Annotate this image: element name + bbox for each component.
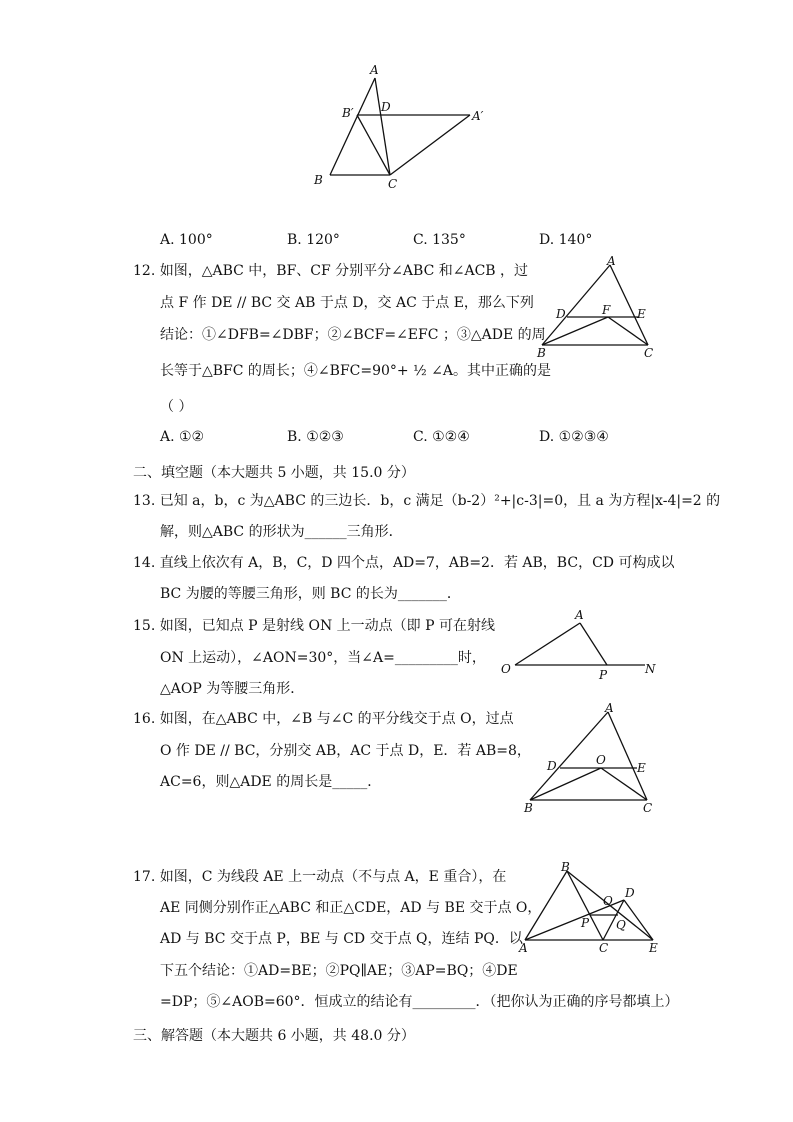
q13-line-2: 解，则△ABC 的形状为______三角形． (160, 524, 403, 540)
q15-line-1: 15. 如图，已知点 P 是射线 ON 上一动点（即 P 可在射线 (133, 618, 495, 634)
q14-line-1: 14. 直线上依次有 A，B，C，D 四个点，AD=7，AB=2．若 AB，BC，CD 可构成以 (133, 555, 675, 571)
q15-line-3: △AOP 为等腰三角形． (160, 681, 305, 697)
q12-line-2: 点 F 作 DE // BC 交 AB 于点 D，交 AC 于点 E，那么下列 (160, 295, 534, 311)
figure-q15 (495, 605, 665, 680)
q11-choice-c: C. 135° (413, 232, 466, 248)
q11-choice-d: D. 140° (539, 232, 593, 248)
q17-label-O: O (603, 894, 613, 908)
figure-q11 (300, 60, 500, 195)
q17-label-P: P (581, 916, 590, 930)
label-C: C (388, 177, 398, 191)
q12-line-4: 长等于△BFC 的周长；④∠BFC=90°+ ½ ∠A。其中正确的是 (160, 363, 551, 379)
figure-q16 (515, 700, 665, 820)
q16-line-1: 16. 如图，在△ABC 中，∠B 与∠C 的平分线交于点 O，过点 (133, 711, 514, 727)
q12-line-5: （ ） (160, 399, 193, 415)
q11-choice-a: A. 100° (160, 232, 213, 248)
q17-label-A: A (519, 941, 528, 955)
q16-line-3: AC=6，则△ADE 的周长是_____． (160, 774, 382, 790)
label-B: B (314, 173, 323, 187)
q16-line-2: O 作 DE // BC，分别交 AB，AC 于点 D，E．若 AB=8， (160, 743, 531, 759)
q17-line-3: AD 与 BC 交于点 P，BE 与 CD 交于点 Q，连结 PQ．以 (160, 931, 523, 947)
q17-label-B: B (561, 860, 570, 874)
q17-line-4: 下五个结论：①AD=BE；②PQ∥AE；③AP=BQ；④DE (160, 963, 518, 979)
figure-q17 (515, 855, 665, 955)
label-A: A (370, 63, 379, 77)
q12-label-D: D (556, 307, 566, 321)
q12-label-C: C (644, 346, 654, 360)
q14-line-2: BC 为腰的等腰三角形，则 BC 的长为_______． (160, 586, 461, 602)
q15-label-A: A (575, 608, 584, 622)
q12-choice-b: B. ①②③ (287, 429, 344, 445)
q17-line-2: AE 同侧分别作正△ABC 和正△CDE，AD 与 BE 交于点 O， (160, 900, 542, 916)
q15-label-N: N (645, 662, 656, 676)
q12-label-B: B (537, 346, 546, 360)
q16-label-C: C (643, 801, 653, 815)
q17-line-5: =DP；⑤∠AOB=60°．恒成立的结论有_________．（把你认为正确的序号都填上） (160, 994, 679, 1010)
q17-label-E: E (649, 941, 658, 955)
figure-q12 (530, 255, 660, 365)
q12-choice-c: C. ①②④ (413, 429, 470, 445)
q12-choice-d: D. ①②③④ (539, 429, 609, 445)
q12-label-F: F (602, 303, 611, 317)
q17-label-D: D (625, 886, 635, 900)
label-D: D (381, 100, 391, 114)
q12-label-E: E (637, 307, 646, 321)
q16-label-O: O (596, 753, 606, 767)
q17-label-Q: Q (616, 918, 626, 932)
q12-label-A: A (607, 255, 616, 268)
q16-label-E: E (637, 761, 646, 775)
q12-line-1: 12. 如图，△ABC 中，BF、CF 分别平分∠ABC 和∠ACB ，过 (133, 263, 529, 279)
q16-label-D: D (547, 759, 557, 773)
label-Aprime: A′ (472, 109, 484, 123)
q12-line-3: 结论：①∠DFB=∠DBF；②∠BCF=∠EFC ；③△ADE 的周 (160, 327, 546, 343)
q17-line-1: 17. 如图，C 为线段 AE 上一动点（不与点 A，E 重合），在 (133, 869, 507, 885)
q15-label-O: O (501, 662, 511, 676)
section-3-heading: 三、解答题（本大题共 6 小题，共 48.0 分） (133, 1028, 415, 1044)
q12-choice-a: A. ①② (160, 429, 205, 445)
section-2-heading: 二、填空题（本大题共 5 小题，共 15.0 分） (133, 465, 415, 481)
q17-label-C: C (599, 941, 609, 955)
q16-label-B: B (524, 801, 533, 815)
q15-line-2: ON 上运动），∠AON=30°，当∠A=_________时， (160, 650, 486, 666)
label-Bprime: B′ (342, 106, 354, 120)
q15-label-P: P (599, 668, 608, 680)
q16-label-A: A (605, 701, 614, 715)
q11-choice-b: B. 120° (287, 232, 340, 248)
q13-line-1: 13. 已知 a，b，c 为△ABC 的三边长．b，c 满足（b-2）²+|c-3|=0，且 a 为方程|x-4|=2 的 (133, 493, 721, 509)
